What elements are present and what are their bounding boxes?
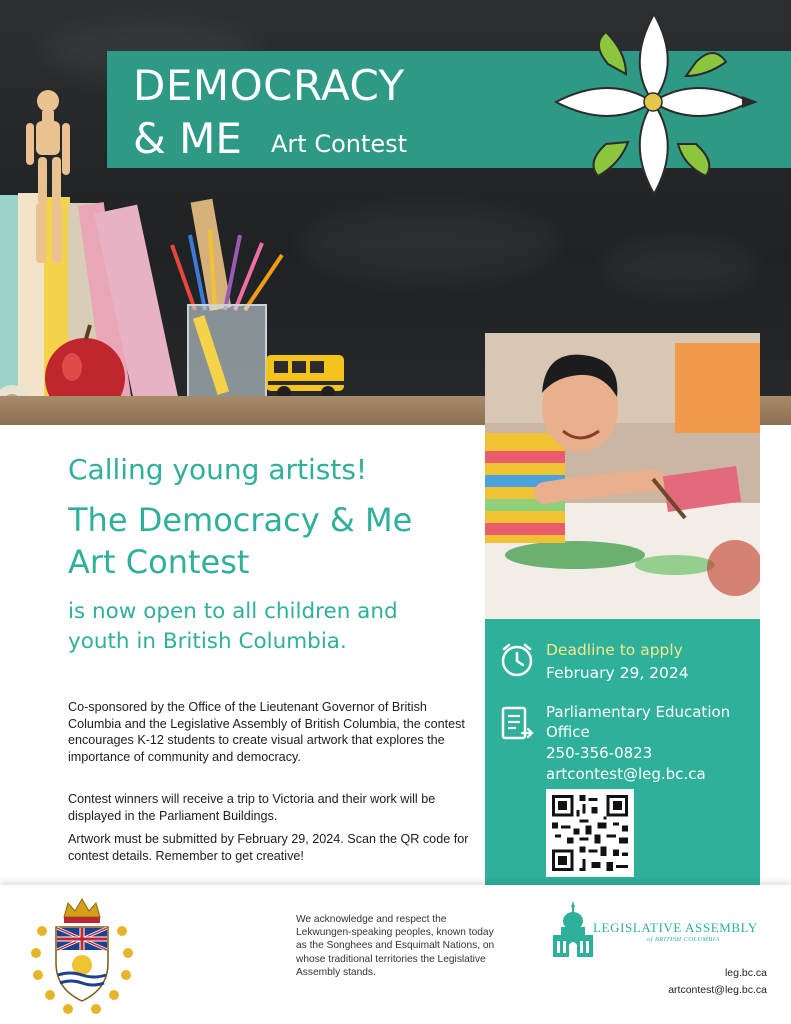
body-paragraph-submission: Artwork must be submitted by February 29, 2024. Scan the QR code for contest details. Remember to get creative! [68,832,469,863]
deadline-label: Deadline to apply [546,641,683,659]
headline-calling: Calling young artists! [68,453,368,486]
deadline-date: February 29, 2024 [546,664,689,682]
headline-open-to: is now open to all children and youth in British Columbia. [68,599,398,654]
qr-code-icon[interactable] [546,789,634,877]
office-name: Parliamentary Education Office [546,703,731,741]
contest-info-box [485,619,760,885]
land-acknowledgement: We acknowledge and respect the Lekwungen-speaking peoples, known today as the Songhees and Esquimalt Nations, on whose traditional territories the Legislative Assembly stands. [296,914,495,978]
desk-props-illustration [0,85,360,425]
footer [0,885,791,1024]
title-line-2: & ME [133,114,242,163]
body-paragraph-prize: Contest winners will receive a trip to Victoria and their work will be displayed in the Parliament Buildings. [68,792,436,823]
dogwood-flower-icon [546,4,760,202]
office-phone: 250-356-0823 [546,744,653,762]
headline-contest-name: The Democracy & Me Art Contest [68,501,413,581]
footer-website-link[interactable]: leg.bc.ca [724,967,767,979]
legislative-assembly-name: LEGISLATIVE ASSEMBLY [593,920,758,935]
lieutenant-governor-crest-icon [28,893,136,1019]
child-painting-photo [485,333,760,619]
office-email[interactable]: artcontest@leg.bc.ca [546,765,706,783]
document-icon [498,705,536,743]
title-line-1: DEMOCRACY [133,61,405,110]
footer-email-link[interactable]: artcontest@leg.bc.ca [668,984,767,996]
clock-icon [498,641,536,679]
title-subtitle: Art Contest [271,130,408,158]
legislative-assembly-subtitle: of BRITISH COLUMBIA [647,936,720,943]
body-paragraph-sponsors: Co-sponsored by the Office of the Lieutenant Governor of British Columbia and the Legislative Assembly of British Columbia, the contest encourages K-12 students to create visual artwork that explores the importance of community and democracy. [68,700,465,764]
